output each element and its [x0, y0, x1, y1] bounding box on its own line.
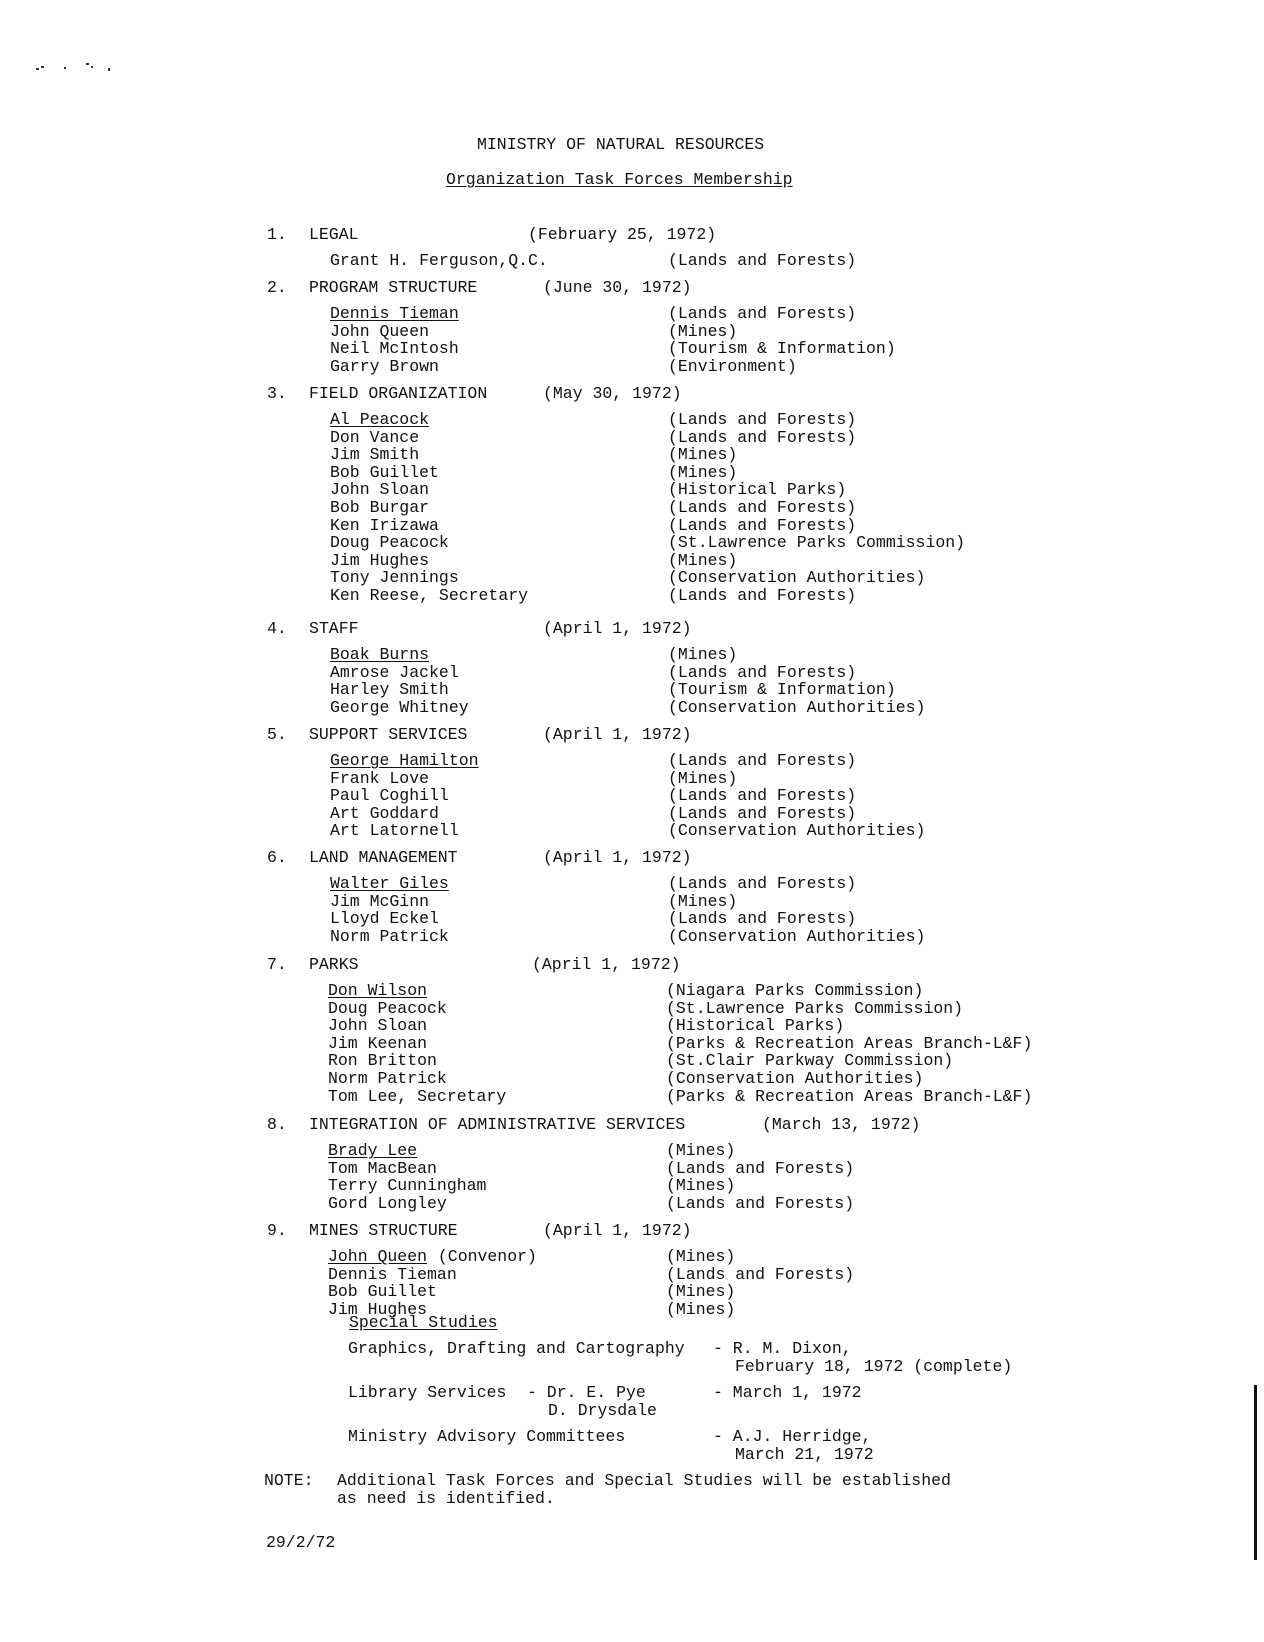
member-name-chair — [330, 875, 449, 892]
member-organization: (Mines) — [668, 462, 738, 482]
member-name-text: George Hamilton — [330, 751, 479, 770]
member-name-text: Doug Peacock — [328, 998, 447, 1018]
member-organization: (Lands and Forests) — [666, 1193, 855, 1213]
member-name-text: Dennis Tieman — [330, 304, 459, 323]
section-date: (February 25, 1972) — [528, 225, 717, 244]
section-number: 6. — [267, 848, 287, 867]
study-library-date: - March 1, 1972 — [713, 1383, 862, 1402]
member-name-text: Grant H. Ferguson,Q.C. — [330, 251, 548, 270]
study-advisory-detail: - A.J. Herridge, — [713, 1427, 872, 1446]
section-number: 7. — [267, 955, 287, 974]
member-name — [330, 464, 439, 481]
member-name-text: Art Goddard — [330, 803, 439, 823]
member-name-text: Jim Smith — [330, 445, 420, 465]
member-organization: (Lands and Forests) — [668, 751, 857, 770]
section-date: (April 1, 1972) — [543, 725, 692, 744]
member-organization: (Mines) — [668, 768, 738, 788]
study-library-person1: - Dr. E. Pye — [527, 1383, 646, 1402]
member-name-text: Tom MacBean — [328, 1158, 437, 1178]
member-organization: (Mines) — [666, 1247, 736, 1266]
member-name — [330, 429, 419, 446]
member-name — [330, 805, 439, 822]
member-name — [330, 664, 459, 681]
member-name — [330, 517, 439, 534]
section-number: 9. — [267, 1221, 287, 1240]
member-name-text: Brady Lee — [328, 1141, 418, 1160]
member-name-text: Dennis Tieman — [328, 1264, 457, 1284]
member-name-text: Jim Hughes — [328, 1299, 428, 1319]
member-name-text: John Queen — [328, 1247, 428, 1266]
member-name-text: Ron Britton — [328, 1051, 437, 1071]
member-organization: (Lands and Forests) — [668, 304, 857, 323]
member-organization: (Mines) — [666, 1176, 736, 1196]
member-name-text: Bob Guillet — [328, 1282, 437, 1302]
section-title: FIELD ORGANIZATION — [309, 384, 488, 403]
member-name-text: Terry Cunningham — [328, 1176, 487, 1196]
member-name — [328, 1266, 457, 1283]
member-name — [330, 770, 429, 787]
member-name — [330, 323, 429, 340]
member-name-text: Frank Love — [330, 768, 430, 788]
member-organization: (Mines) — [666, 1299, 736, 1319]
member-name-text: Boak Burns — [330, 645, 430, 664]
member-organization: (Lands and Forests) — [668, 515, 857, 535]
member-organization: (Conservation Authorities) — [668, 821, 926, 841]
study-advisory-date: March 21, 1972 — [735, 1445, 874, 1464]
page-title: MINISTRY OF NATURAL RESOURCES — [477, 135, 765, 154]
member-name-text: Paul Coghill — [330, 786, 449, 806]
section-number: 8. — [267, 1115, 287, 1134]
member-organization: (Lands and Forests) — [668, 586, 857, 605]
member-organization: (Conservation Authorities) — [666, 1069, 924, 1088]
member-name — [330, 587, 528, 604]
member-name-text: Tony Jennings — [330, 568, 459, 588]
page-subtitle: Organization Task Forces Membership — [446, 170, 793, 189]
member-organization: (Mines) — [668, 645, 738, 664]
section-title: PARKS — [309, 955, 359, 974]
member-name-text: Don Wilson — [328, 981, 428, 1000]
member-name-text: John Queen — [330, 321, 430, 341]
member-name — [328, 1052, 437, 1069]
member-name — [330, 569, 459, 586]
study-graphics-detail: - R. M. Dixon, — [713, 1339, 852, 1358]
member-name-text: Lloyd Eckel — [330, 909, 439, 929]
member-name-chair — [330, 752, 479, 769]
member-name — [330, 340, 459, 357]
study-library-title: Library Services — [348, 1383, 507, 1402]
member-name — [330, 446, 419, 463]
member-organization: (Parks & Recreation Areas Branch-L&F) — [666, 1086, 1033, 1106]
member-name-text: Ken Reese, Secretary — [330, 586, 529, 605]
member-name — [328, 1177, 486, 1194]
member-organization: (Conservation Authorities) — [668, 568, 926, 588]
member-name — [328, 1160, 437, 1177]
member-name — [328, 1088, 506, 1105]
member-name-text: Doug Peacock — [330, 533, 449, 553]
member-name — [330, 893, 429, 910]
member-name — [330, 822, 459, 839]
member-organization: (Tourism & Information) — [668, 339, 896, 359]
member-organization: (Mines) — [668, 445, 738, 465]
member-name-text: Neil McIntosh — [330, 339, 459, 359]
member-organization: (Conservation Authorities) — [668, 697, 926, 717]
member-name-chair — [330, 646, 429, 663]
member-organization: (Parks & Recreation Areas Branch-L&F) — [666, 1033, 1033, 1053]
member-name-chair — [328, 982, 427, 999]
member-name-text: Jim Keenan — [328, 1033, 428, 1053]
member-organization: (St.Lawrence Parks Commission) — [666, 998, 964, 1018]
member-organization: (Mines) — [668, 321, 738, 341]
member-name — [330, 787, 449, 804]
section-title: LEGAL — [309, 225, 359, 244]
member-organization: (St.Clair Parkway Commission) — [666, 1051, 954, 1071]
section-title: INTEGRATION OF ADMINISTRATIVE SERVICES — [309, 1115, 686, 1134]
member-name-text: Jim Hughes — [330, 550, 430, 570]
note-label: NOTE: — [264, 1471, 314, 1490]
member-organization: (Lands and Forests) — [668, 251, 857, 270]
member-name-chair — [328, 1248, 427, 1265]
member-name — [330, 552, 429, 569]
member-name-text: Don Vance — [330, 427, 420, 447]
section-date: (April 1, 1972) — [532, 955, 681, 974]
member-organization: (Lands and Forests) — [666, 1158, 855, 1178]
member-organization: (Lands and Forests) — [668, 410, 857, 429]
scan-edge-mark — [1254, 1385, 1257, 1560]
member-organization: (Lands and Forests) — [666, 1264, 855, 1284]
member-name — [328, 1283, 437, 1300]
member-name — [328, 1017, 427, 1034]
member-organization: (St.Lawrence Parks Commission) — [668, 533, 966, 553]
member-name — [330, 928, 449, 945]
member-organization: (Mines) — [666, 1282, 736, 1302]
document-date-code: 29/2/72 — [266, 1533, 336, 1552]
member-organization: (Lands and Forests) — [668, 786, 857, 806]
section-number: 5. — [267, 725, 287, 744]
member-organization: (Environment) — [668, 356, 797, 376]
member-name-text: Gord Longley — [328, 1193, 447, 1213]
member-name-text: George Whitney — [330, 697, 469, 717]
member-name — [328, 1070, 447, 1087]
member-organization: (Historical Parks) — [668, 480, 847, 500]
member-organization: (Lands and Forests) — [668, 909, 857, 929]
study-advisory-title: Ministry Advisory Committees — [348, 1427, 626, 1446]
member-name-text: Al Peacock — [330, 410, 430, 429]
member-name — [330, 681, 449, 698]
section-date: (April 1, 1972) — [543, 848, 692, 867]
member-organization: (Lands and Forests) — [668, 803, 857, 823]
member-organization: (Tourism & Information) — [668, 680, 896, 700]
section-number: 3. — [267, 384, 287, 403]
member-name-text: Norm Patrick — [330, 926, 449, 946]
section-number: 1. — [267, 225, 287, 244]
member-name-text: Bob Burgar — [330, 498, 430, 517]
section-title: PROGRAM STRUCTURE — [309, 278, 478, 297]
member-organization: (Lands and Forests) — [668, 874, 857, 893]
member-name — [330, 699, 469, 716]
member-organization: (Lands and Forests) — [668, 662, 857, 682]
section-date: (June 30, 1972) — [543, 278, 692, 297]
member-name-text: Ken Irizawa — [330, 515, 439, 535]
member-name — [330, 499, 429, 516]
member-name-chair — [330, 411, 429, 428]
section-date: (May 30, 1972) — [543, 384, 682, 403]
note-line-1: Additional Task Forces and Special Studies will be established — [337, 1471, 951, 1490]
section-title: STAFF — [309, 619, 359, 638]
member-name-chair — [328, 1142, 417, 1159]
member-organization: (Lands and Forests) — [668, 427, 857, 447]
study-library-person2: D. Drysdale — [548, 1401, 657, 1420]
member-name-text: Garry Brown — [330, 356, 439, 376]
section-title: SUPPORT SERVICES — [309, 725, 468, 744]
note-line-2: as need is identified. — [337, 1489, 555, 1508]
member-name — [330, 252, 548, 269]
section-title: MINES STRUCTURE — [309, 1221, 458, 1240]
member-role: (Convenor) — [428, 1247, 537, 1266]
member-organization: (Conservation Authorities) — [668, 926, 926, 946]
member-name — [330, 358, 439, 375]
member-organization: (Mines) — [668, 891, 738, 911]
member-name — [328, 1035, 427, 1052]
section-title: LAND MANAGEMENT — [309, 848, 458, 867]
member-organization: (Mines) — [666, 1141, 736, 1160]
member-name-text: John Sloan — [330, 480, 430, 500]
member-name — [330, 534, 449, 551]
member-name-text: Amrose Jackel — [330, 662, 459, 682]
member-name-chair — [330, 305, 459, 322]
member-name — [330, 910, 439, 927]
section-date: (April 1, 1972) — [543, 1221, 692, 1240]
member-name — [328, 1000, 447, 1017]
member-name-text: Art Latornell — [330, 821, 459, 841]
study-graphics-title: Graphics, Drafting and Cartography — [348, 1339, 685, 1358]
section-date: (April 1, 1972) — [543, 619, 692, 638]
section-number: 4. — [267, 619, 287, 638]
member-name-text: Bob Guillet — [330, 462, 439, 482]
member-name-text: Jim McGinn — [330, 891, 430, 911]
member-name — [330, 481, 429, 498]
study-graphics-date: February 18, 1972 (complete) — [735, 1357, 1013, 1376]
special-studies-heading: Special Studies — [349, 1313, 498, 1332]
member-name-text: Tom Lee, Secretary — [328, 1086, 507, 1106]
member-name-text: John Sloan — [328, 1016, 428, 1036]
section-date: (March 13, 1972) — [762, 1115, 921, 1134]
member-organization: (Mines) — [668, 550, 738, 570]
member-organization: (Lands and Forests) — [668, 498, 857, 517]
member-organization: (Historical Parks) — [666, 1016, 845, 1036]
member-name — [328, 1195, 447, 1212]
member-organization: (Niagara Parks Commission) — [666, 981, 924, 1000]
member-name-text: Harley Smith — [330, 680, 449, 700]
member-name-text: Norm Patrick — [328, 1069, 447, 1088]
member-name-text: Walter Giles — [330, 874, 449, 893]
section-number: 2. — [267, 278, 287, 297]
